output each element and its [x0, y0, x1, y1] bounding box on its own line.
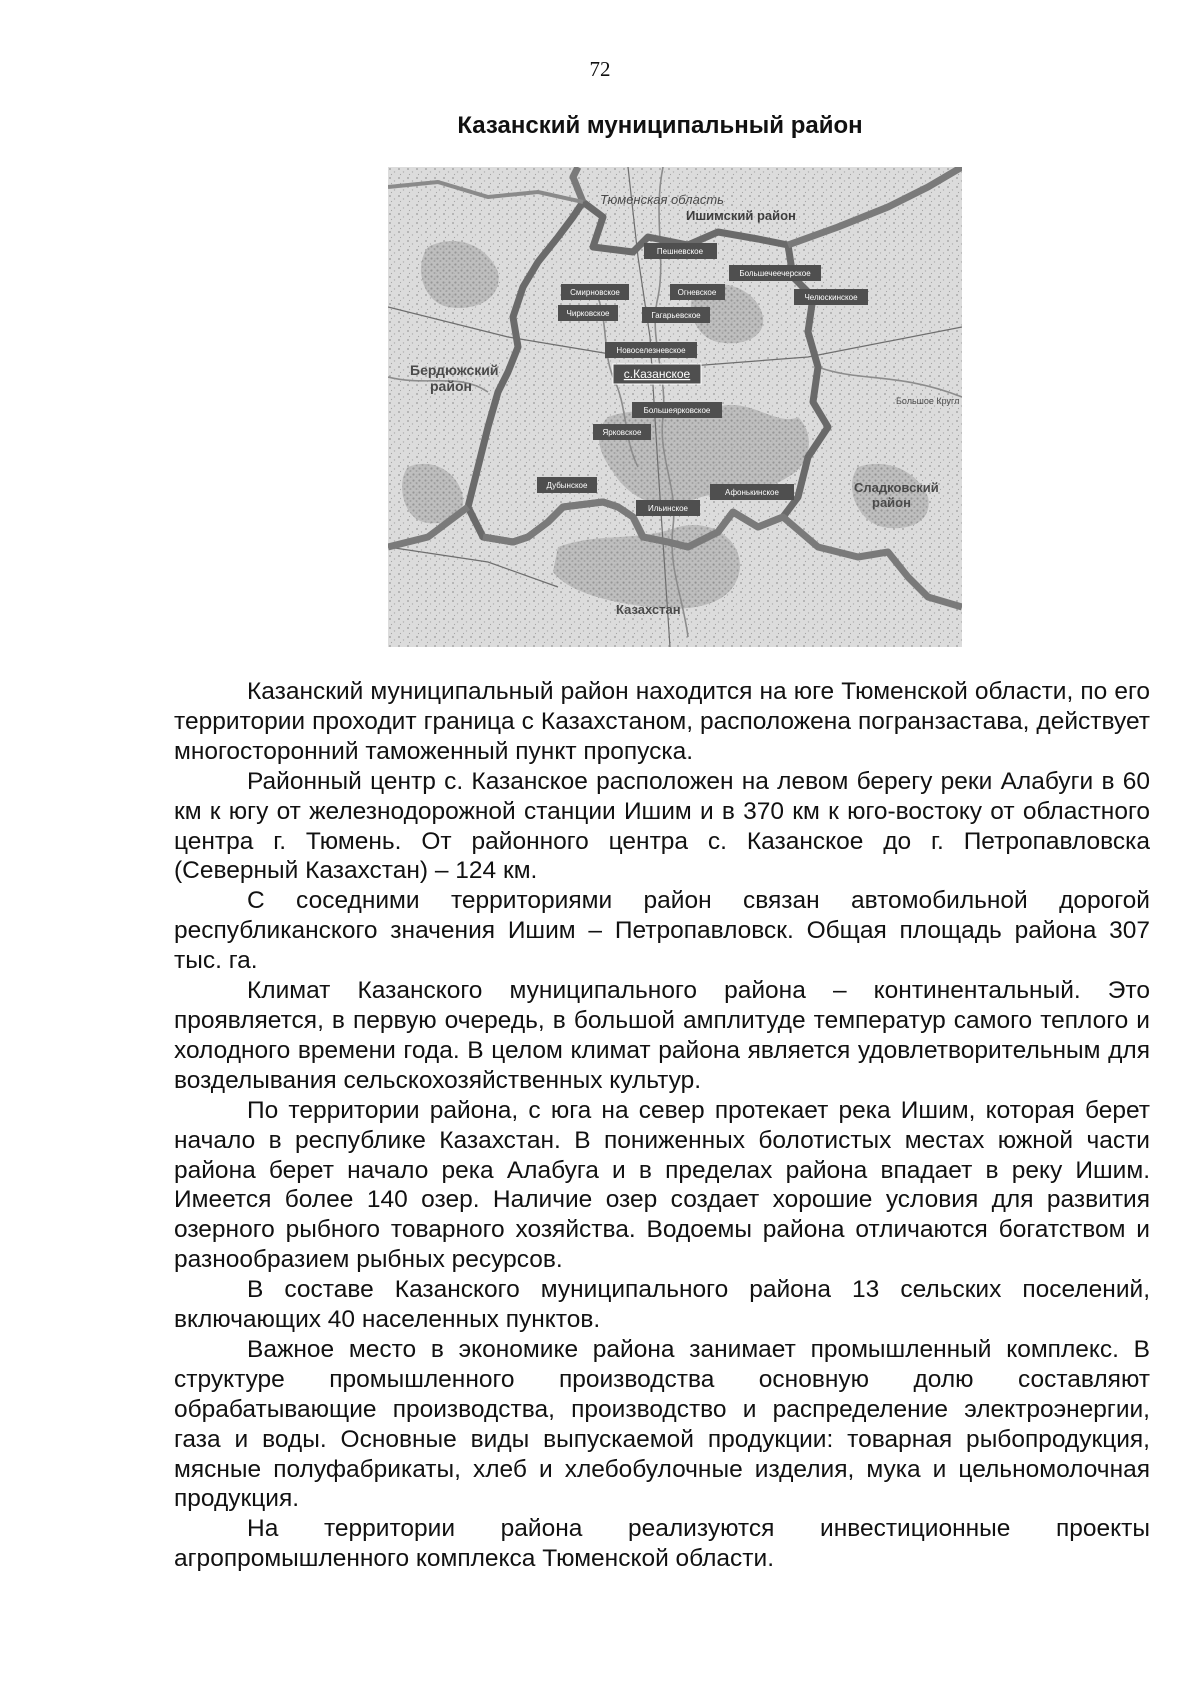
settlement-bolshecheecherskoe: Большечеечерское: [739, 269, 811, 278]
district-map: [388, 167, 962, 647]
label-bolshoe-lake: Большое Кругл: [896, 396, 960, 406]
settlement-smirnovskoe: Смирновское: [570, 288, 620, 297]
paragraph-settlements: В составе Казанского муниципального района 13 сельских поселений, включающих 40 населенных пунктов.: [174, 1276, 1150, 1334]
paragraph-industry: Важное место в экономике района занимает промышленный комплекс. В структуре промышленного производства основную долю составляют обрабатывающие производства, производство и распределение электроэнергии, газа и воды. Основные виды выпускаемой продукции: товарная рыбопродукция, мясные полуфабрикаты, хлеб и хлебобулочные изделия, мука и цельномолочная продукция.: [174, 1335, 1150, 1513]
settlement-ognevskoe: Огневское: [677, 288, 717, 297]
settlement-kazanskoe-center: с.Казанское: [623, 367, 691, 381]
settlement-chelyuskinskoe: Челюскинское: [804, 293, 858, 302]
paragraph-climate: Климат Казанского муниципального района – континентальный. Это проявляется, в первую очередь, в большой амплитуде температур самого теплого и холодного времени года. В целом климат района является удовлетворительным для возделывания сельскохозяйственных культур.: [174, 977, 1150, 1094]
paragraph-location: Казанский муниципальный район находится на юге Тюменской области, по его территории проходит граница с Казахстаном, расположена погранзастава, действует многосторонний таможенный пункт пропуска.: [174, 678, 1150, 765]
label-berdyuzhsky-line2: район: [430, 378, 472, 394]
settlement-chirkovskoe: Чирковское: [566, 309, 610, 318]
label-sladkovsky-line1: Сладковский: [854, 480, 939, 495]
label-sladkovsky-line2: район: [872, 495, 911, 510]
paragraph-center: Районный центр с. Казанское расположен на левом берегу реки Алабуги в 60 км к югу от железнодорожной станции Ишим и в 370 км к юго-востоку от областного центра г. Тюмень. От районного центра с. Казанское до г. Петропавловска (Северный Казахстан) – 124 км.: [174, 767, 1150, 885]
settlement-novoseleznevskoe: Новоселезневское: [616, 346, 686, 355]
paragraph-water: По территории района, с юга на север протекает река Ишим, которая берет начало в республике Казахстан. В пониженных болотистых местах южной части района берет начало река Алабуга и в пределах района впадает в реку Ишим. Имеется более 140 озер. Наличие озер создает хорошие условия для развития озерного рыбного товарного хозяйства. Водоемы района отличаются богатством и разнообразием рыбных ресурсов.: [174, 1096, 1150, 1274]
settlement-afonkinskoe: Афонькинское: [725, 488, 779, 497]
paragraph-investment: На территории района реализуются инвестиционные проекты агропромышленного комплекса Тюменской области.: [174, 1515, 1150, 1573]
label-berdyuzhsky-line1: Бердюжский: [410, 362, 499, 378]
page-title: Казанский муниципальный район: [457, 112, 863, 139]
label-tyumen-oblast: Тюменская область: [600, 192, 724, 207]
settlement-yarkovskoe: Ярковское: [602, 428, 642, 437]
settlement-bolsheyarkovskoe: Большеярковское: [643, 406, 711, 415]
paragraph-transport: С соседними территориями район связан автомобильной дорогой республиканского значения Ишим – Петропавловск. Общая площадь района 307 тыс. га.: [174, 887, 1150, 975]
label-ishim-district: Ишимский район: [686, 208, 796, 223]
label-kazakhstan: Казахстан: [616, 602, 681, 617]
page-number: 72: [589, 57, 611, 81]
body-text: [174, 677, 1150, 1574]
settlement-dubynskoe: Дубынское: [546, 481, 588, 490]
settlement-ilinskoe: Ильинское: [648, 504, 688, 513]
district-map-drawing: [388, 167, 962, 647]
settlement-gagarevskoe: Гагарьевское: [651, 311, 701, 320]
settlement-peshnevskoe: Пешневское: [656, 247, 704, 256]
